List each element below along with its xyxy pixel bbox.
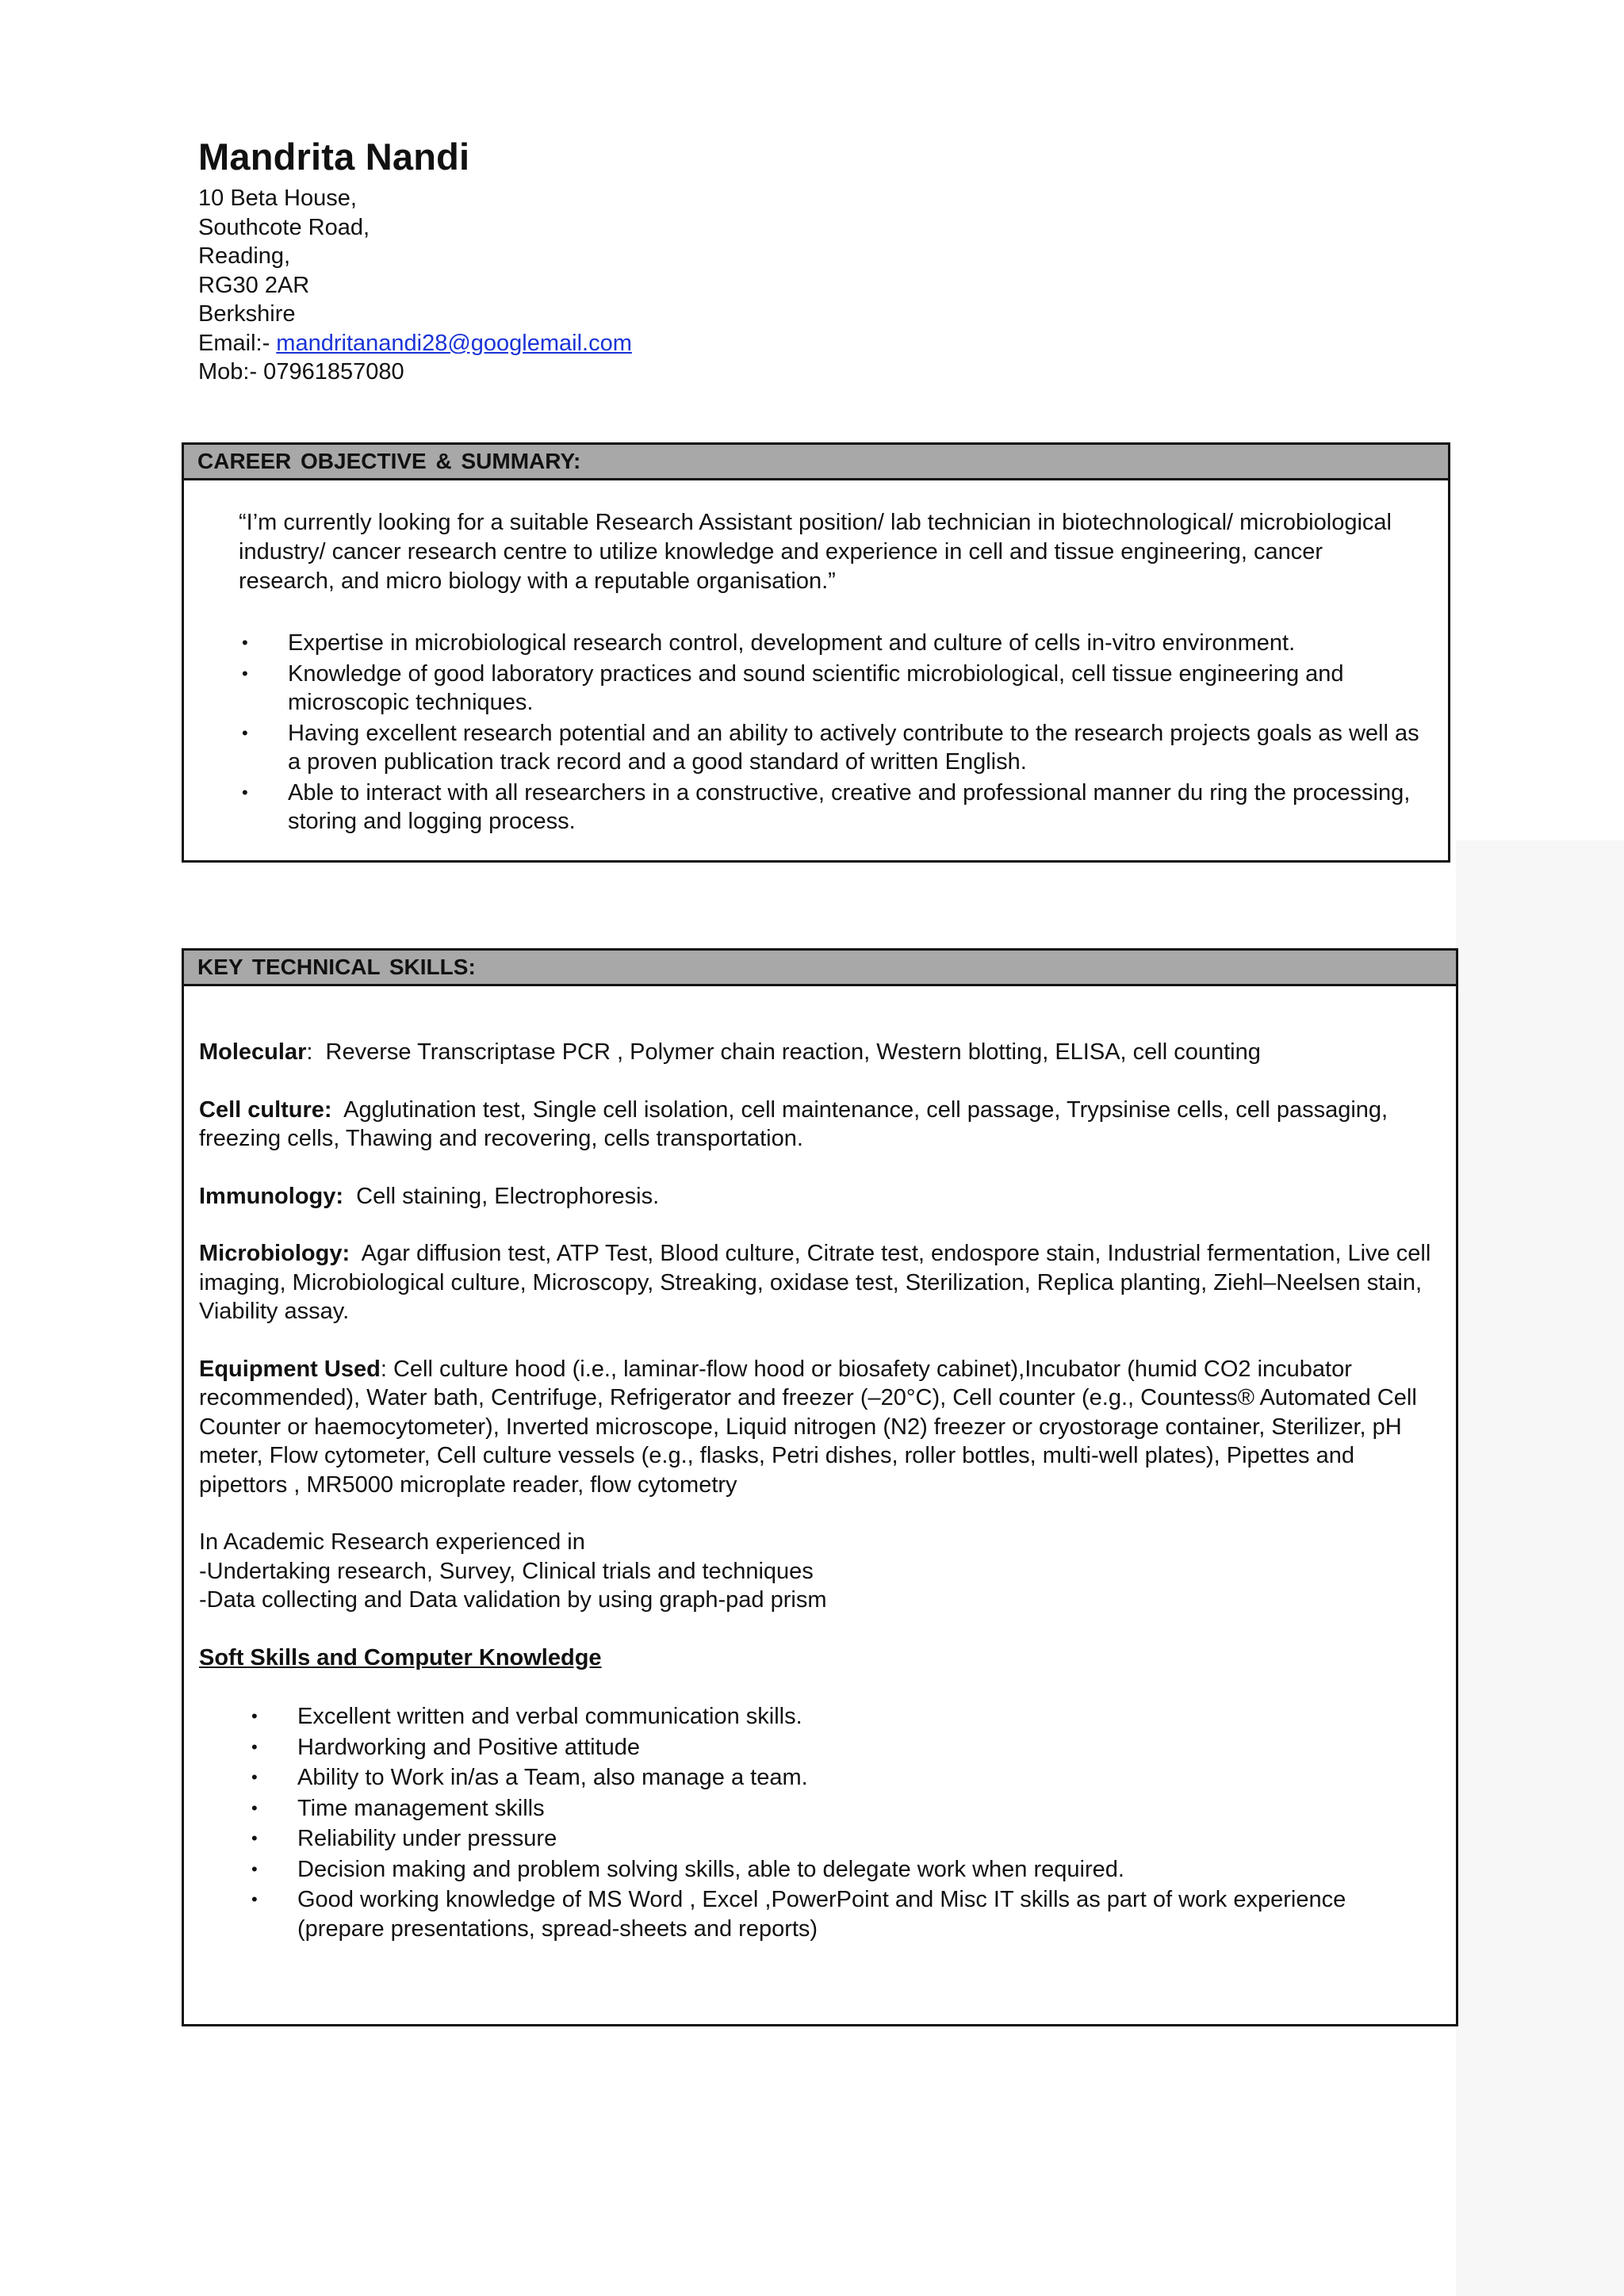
list-item-text: Decision making and problem solving skills, able to delegate work when required. — [297, 1856, 1124, 1882]
list-item-text: Excellent written and verbal communication skills. — [297, 1704, 802, 1729]
address-line-1: 10 Beta House, — [198, 186, 357, 211]
bullet-icon: • — [251, 1767, 258, 1787]
list-item — [251, 1794, 1431, 1823]
objective-bullet-list — [242, 629, 1430, 838]
candidate-name: Mandrita Nandi — [198, 136, 470, 178]
list-item — [242, 719, 1430, 777]
list-item — [251, 1763, 1431, 1793]
address-line-4: RG30 2AR — [198, 272, 310, 298]
list-item — [251, 1733, 1431, 1762]
immunology-skills — [199, 1182, 1440, 1211]
address-line-5: Berkshire — [198, 301, 296, 327]
bullet-icon: • — [251, 1858, 258, 1879]
list-item-text: Hardworking and Positive attitude — [297, 1734, 641, 1760]
email-label: Email:- — [198, 330, 277, 356]
soft-skills-heading: Soft Skills and Computer Knowledge — [199, 1644, 602, 1670]
microbiology-skills — [199, 1239, 1440, 1326]
bullet-icon: • — [251, 1828, 258, 1848]
list-item — [251, 1702, 1431, 1732]
soft-skills-list — [251, 1702, 1431, 1943]
bullet-icon: • — [251, 1889, 258, 1909]
skill-label: Immunology: — [199, 1183, 344, 1209]
list-item — [242, 629, 1430, 658]
list-item-text: Expertise in microbiological research control, development and culture of cells in-vitro environment. — [288, 630, 1296, 656]
technical-skills-section — [182, 948, 1458, 2026]
bullet-icon: • — [251, 1736, 258, 1757]
skill-separator — [350, 1241, 362, 1266]
academic-item: -Undertaking research, Survey, Clinical trials and techniques — [199, 1558, 814, 1584]
list-item — [251, 1824, 1431, 1854]
list-item-text: Reliability under pressure — [297, 1826, 557, 1851]
equipment-skills — [199, 1355, 1440, 1500]
list-item-text: Having excellent research potential and an ability to actively contribute to the research projects goals as well as a proven publication track record and a good standard of written English. — [288, 720, 1419, 775]
list-item — [242, 779, 1430, 836]
section-heading: KEY TECHNICAL SKILLS: — [184, 951, 1456, 986]
skill-separator: : — [306, 1039, 326, 1065]
skill-separator — [332, 1097, 344, 1123]
skill-text: Cell culture hood (i.e., laminar-flow hood or biosafety cabinet),Incubator (humid CO2 incubator recommended), Water bath, Centrifuge, Refrigerator and freezer (–20°C), Cell counter (e.g., Countess® Automated Cell Counter or haemocytometer), Inverted microscope, Liquid nitrogen (N2) freezer or cryostorage container, Sterilizer, pH meter, Flow cytometer, Cell culture vessels (e.g., flasks, Petri dishes, roller bottles, multi-well plates), Pipettes and pipettors , MR5000 microplate reader, flow cytometry — [199, 1356, 1417, 1498]
list-item-text: Time management skills — [297, 1795, 545, 1821]
list-item-text: Ability to Work in/as a Team, also manage a team. — [297, 1765, 808, 1790]
contact-header — [198, 133, 1308, 387]
academic-item: -Data collecting and Data validation by using graph-pad prism — [199, 1587, 827, 1613]
list-item-text: Good working knowledge of MS Word , Excel ,PowerPoint and Misc IT skills as part of work experience (prepare presentations, spread-sheets and reports) — [297, 1887, 1346, 1942]
bullet-icon: • — [242, 663, 248, 683]
skill-text: Agar diffusion test, ATP Test, Blood culture, Citrate test, endospore stain, Industrial fermentation, Live cell imaging, Microbiological culture, Microscopy, Streaking, oxidase test, Sterilization, Replica planting, Ziehl–Neelsen stain, Viability assay. — [199, 1241, 1431, 1324]
email-link[interactable]: mandritanandi28@googlemail.com — [276, 330, 632, 356]
skill-text: Reverse Transcriptase PCR , Polymer chain reaction, Western blotting, ELISA, cell counting — [325, 1039, 1261, 1065]
skill-separator: : — [380, 1356, 393, 1382]
bullet-icon: • — [242, 633, 248, 652]
academic-intro: In Academic Research experienced in — [199, 1529, 585, 1555]
list-item — [251, 1885, 1431, 1943]
skill-separator — [343, 1184, 356, 1209]
skill-label: Cell culture: — [199, 1096, 332, 1123]
academic-research — [199, 1528, 1440, 1615]
skill-label: Molecular — [199, 1039, 307, 1065]
skill-label: Equipment Used — [199, 1356, 381, 1382]
email-line — [198, 329, 1308, 358]
objective-summary: “I’m currently looking for a suitable Research Assistant position/ lab technician in biotechnological/ microbiological industry/ cancer research centre to utilize knowledge and experience in cell and tissue engineering, cancer research, and micro biology with a reputable organisation.” — [239, 510, 1392, 594]
career-objective-section — [182, 442, 1450, 863]
list-item-text: Able to interact with all researchers in a constructive, creative and professional manner du ring the processing, storing and logging process. — [288, 779, 1411, 834]
address-line-3: Reading, — [198, 243, 291, 269]
scan-shade — [1456, 840, 1624, 2296]
list-item — [242, 660, 1430, 718]
bullet-icon: • — [251, 1706, 258, 1726]
mobile-line: Mob:- 07961857080 — [198, 359, 404, 385]
bullet-icon: • — [251, 1797, 258, 1818]
cell-culture-skills — [199, 1096, 1440, 1154]
bullet-icon: • — [242, 782, 248, 802]
list-item-text: Knowledge of good laboratory practices and sound scientific microbiological, cell tissue engineering and microscopic techniques. — [288, 660, 1344, 715]
skill-label: Microbiology: — [199, 1241, 350, 1266]
address-line-2: Southcote Road, — [198, 214, 370, 240]
list-item — [251, 1855, 1431, 1885]
skill-text: Cell staining, Electrophoresis. — [356, 1183, 660, 1209]
skills-body — [199, 1038, 1440, 1945]
section-heading: CAREER OBJECTIVE & SUMMARY: — [184, 445, 1448, 480]
molecular-skills — [199, 1038, 1440, 1067]
skill-text: Agglutination test, Single cell isolation, cell maintenance, cell passage, Trypsinise cells, cell passaging, freezing cells, Thawing and recovering, cells transportation. — [199, 1096, 1388, 1151]
bullet-icon: • — [242, 722, 248, 743]
